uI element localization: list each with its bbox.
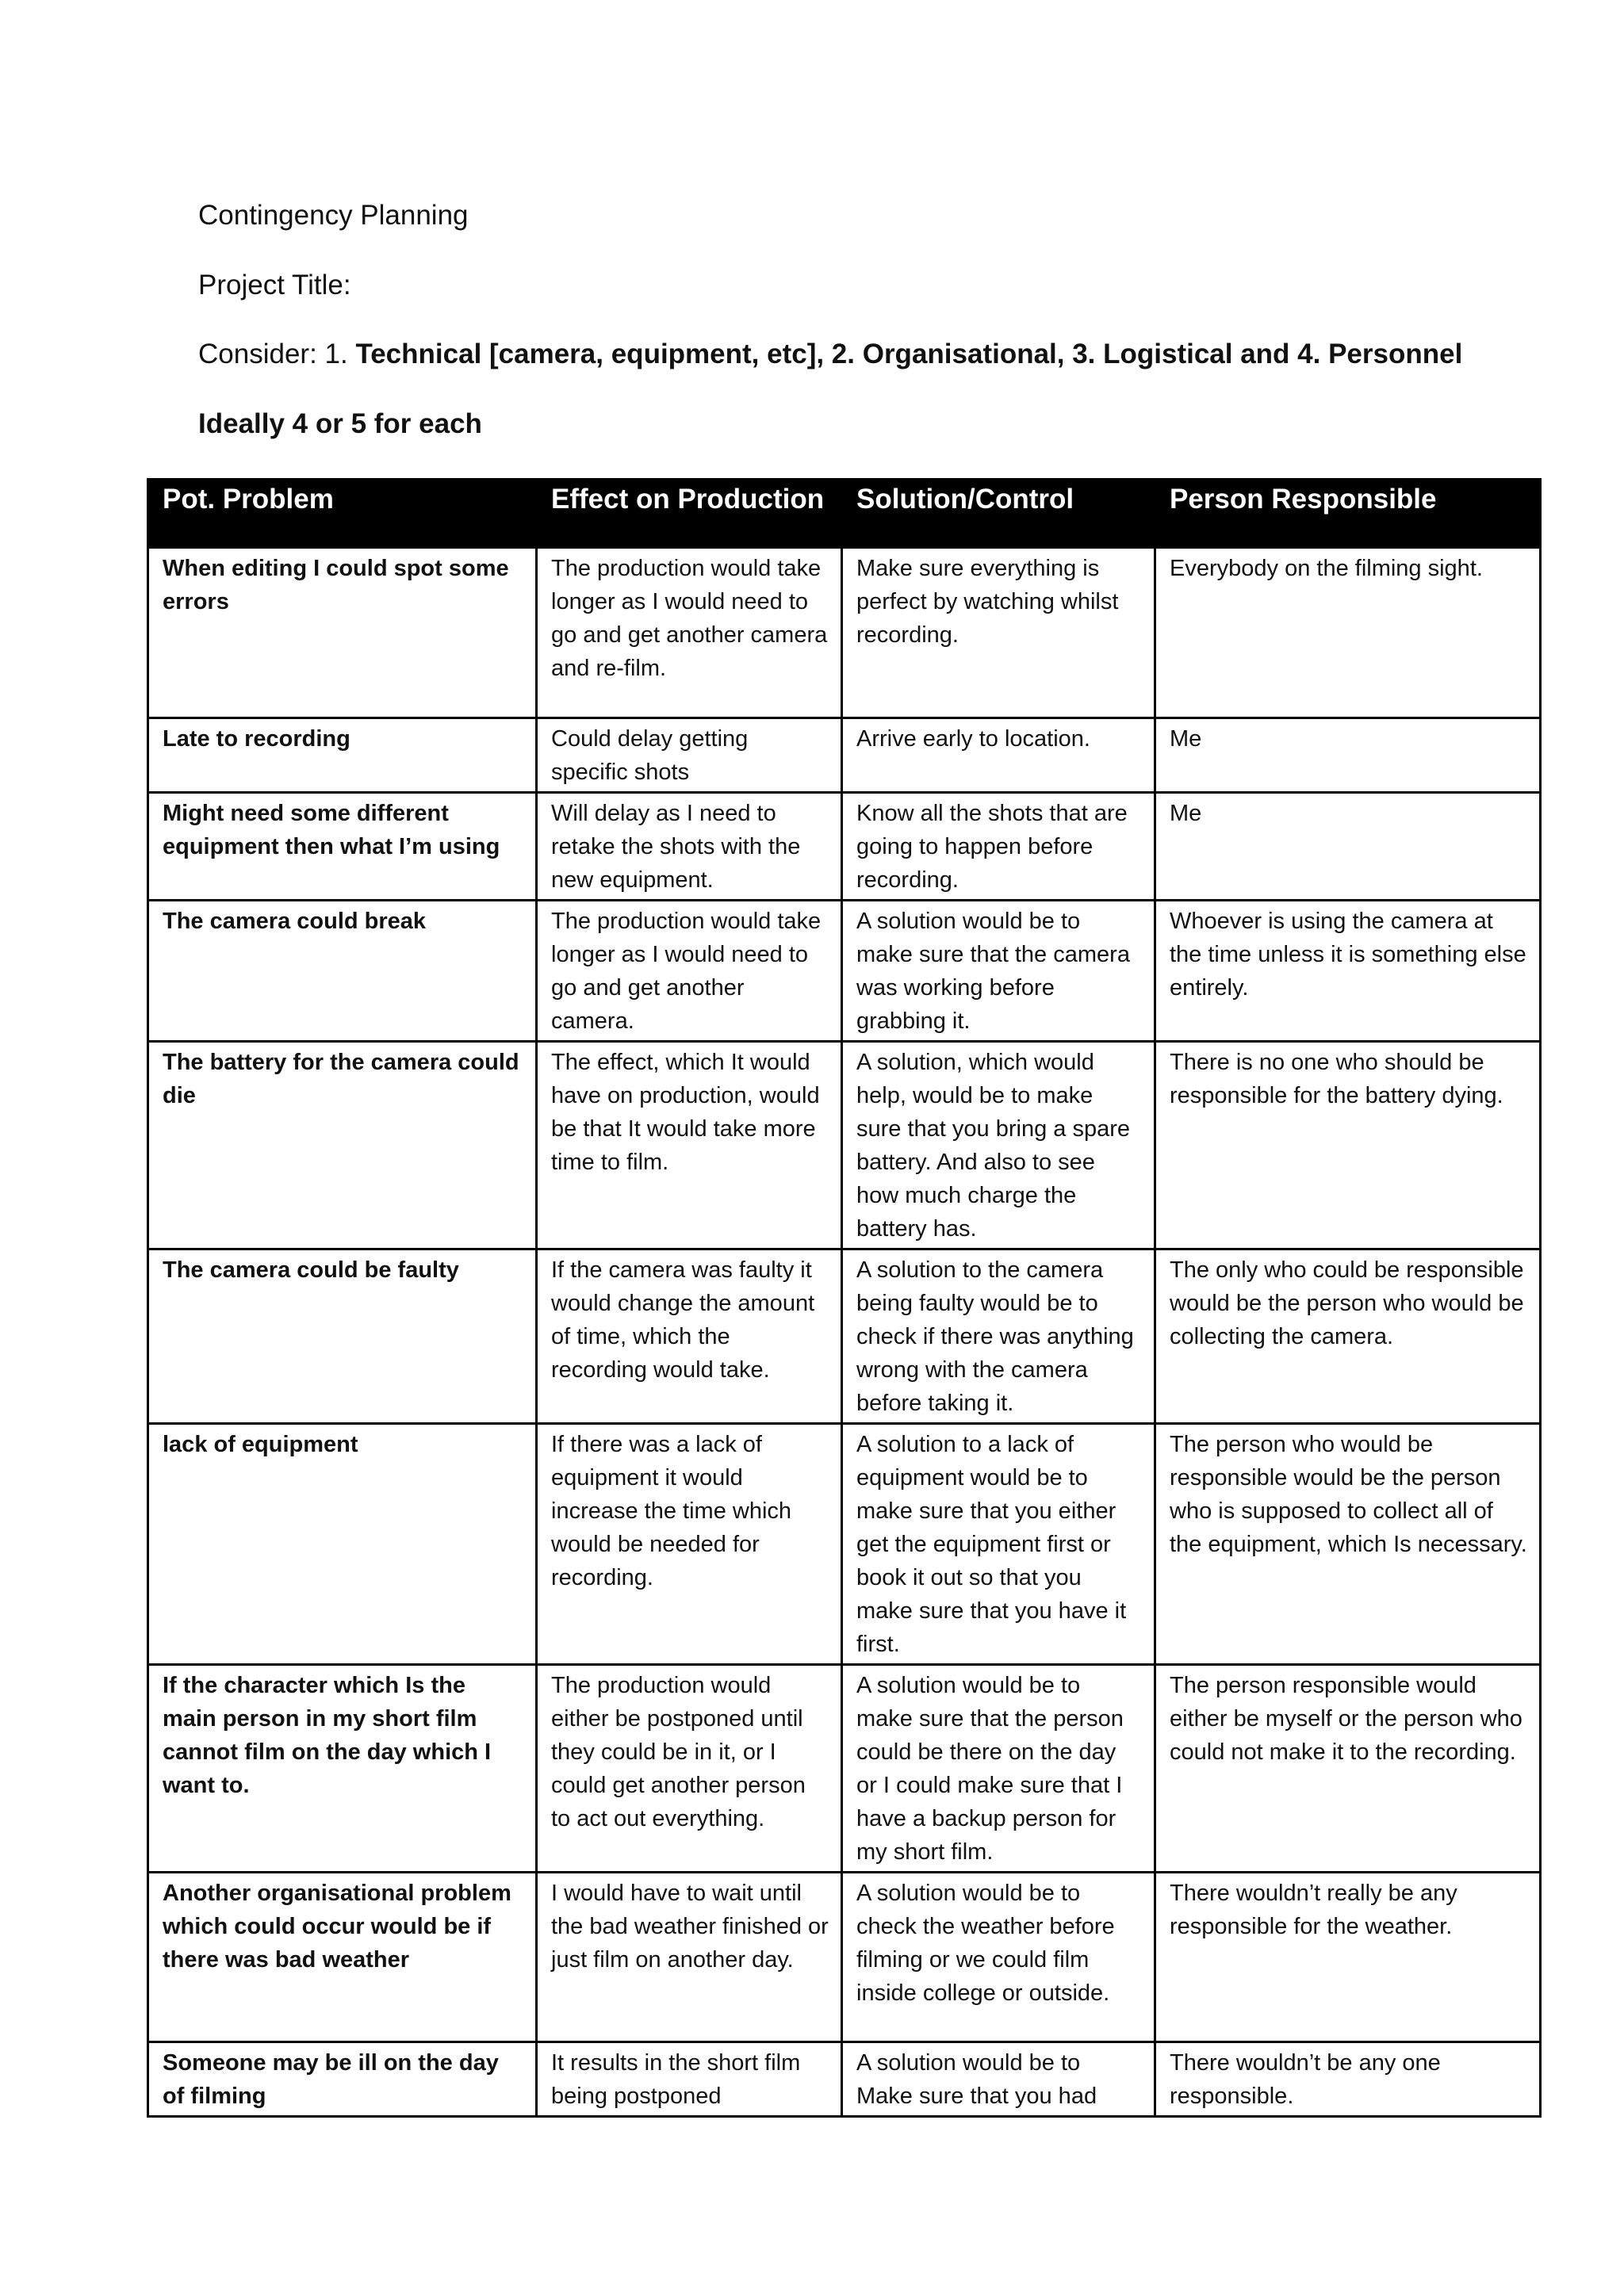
ideally-note: Ideally 4 or 5 for each — [198, 408, 482, 439]
project-title-label: Project Title: — [198, 270, 351, 300]
header-effect-on-production: Effect on Production — [537, 480, 842, 548]
table-row — [148, 548, 1541, 718]
effect-cell: The production would take longer as I would need to go and get another camera. — [537, 901, 842, 1042]
problem-cell: Late to recording — [148, 718, 537, 793]
effect-cell: The production would take longer as I would need to go and get another camera and re-film. — [537, 548, 842, 718]
problem-cell: When editing I could spot some errors — [148, 548, 537, 718]
problem-cell: lack of equipment — [148, 1424, 537, 1665]
problem-cell: Might need some different equipment then what I’m using — [148, 793, 537, 901]
problem-cell: The battery for the camera could die — [148, 1042, 537, 1249]
person-cell: There wouldn’t be any one responsible. — [1155, 2042, 1541, 2117]
solution-cell: A solution, which would help, would be to make sure that you bring a spare battery. And also to see how much charge the battery has. — [842, 1042, 1155, 1249]
effect-cell: If the camera was faulty it would change the amount of time, which the recording would take. — [537, 1249, 842, 1424]
problem-cell: The camera could break — [148, 901, 537, 1042]
person-cell: The person responsible would either be myself or the person who could not make it to the recording. — [1155, 1665, 1541, 1873]
person-cell: The only who could be responsible would be the person who would be collecting the camera. — [1155, 1249, 1541, 1424]
table-row — [148, 718, 1541, 793]
effect-cell: The production would either be postponed until they could be in it, or I could get another person to act out everything. — [537, 1665, 842, 1873]
table-row — [148, 2042, 1541, 2117]
table-row — [148, 1873, 1541, 2042]
effect-cell: I would have to wait until the bad weather finished or just film on another day. — [537, 1873, 842, 2042]
effect-cell: Could delay getting specific shots — [537, 718, 842, 793]
person-cell: Whoever is using the camera at the time unless it is something else entirely. — [1155, 901, 1541, 1042]
table-row — [148, 1042, 1541, 1249]
consider-categories: Technical [camera, equipment, etc], 2. Organisational, 3. Logistical and 4. Personnel — [355, 339, 1463, 369]
solution-cell: A solution would be to make sure that the camera was working before grabbing it. — [842, 901, 1155, 1042]
table-row — [148, 1424, 1541, 1665]
header-person-responsible: Person Responsible — [1155, 480, 1541, 548]
table-header-row — [148, 480, 1541, 548]
problem-cell: The camera could be faulty — [148, 1249, 537, 1424]
person-cell: Everybody on the filming sight. — [1155, 548, 1541, 718]
solution-cell: A solution to a lack of equipment would be to make sure that you either get the equipment first or book it out so that you make sure that you have it first. — [842, 1424, 1155, 1665]
table-row — [148, 1665, 1541, 1873]
problem-cell: Another organisational problem which could occur would be if there was bad weather — [148, 1873, 537, 2042]
consider-prefix: Consider: 1. — [198, 339, 356, 369]
header-solution-control: Solution/Control — [842, 480, 1155, 548]
table-row — [148, 793, 1541, 901]
effect-cell: Will delay as I need to retake the shots with the new equipment. — [537, 793, 842, 901]
effect-cell: It results in the short film being postponed — [537, 2042, 842, 2117]
solution-cell: A solution to the camera being faulty would be to check if there was anything wrong with the camera before taking it. — [842, 1249, 1155, 1424]
person-cell: Me — [1155, 718, 1541, 793]
solution-cell: A solution would be to Make sure that you had — [842, 2042, 1155, 2117]
person-cell: There is no one who should be responsible for the battery dying. — [1155, 1042, 1541, 1249]
consider-line — [198, 337, 1462, 372]
solution-cell: Arrive early to location. — [842, 718, 1155, 793]
solution-cell: Make sure everything is perfect by watching whilst recording. — [842, 548, 1155, 718]
solution-cell: A solution would be to check the weather before filming or we could film inside college or outside. — [842, 1873, 1155, 2042]
person-cell: The person who would be responsible would be the person who is supposed to collect all of the equipment, which Is necessary. — [1155, 1424, 1541, 1665]
header-pot-problem: Pot. Problem — [148, 480, 537, 548]
person-cell: Me — [1155, 793, 1541, 901]
effect-cell: The effect, which It would have on production, would be that It would take more time to film. — [537, 1042, 842, 1249]
person-cell: There wouldn’t really be any responsible for the weather. — [1155, 1873, 1541, 2042]
problem-cell: If the character which Is the main person in my short film cannot film on the day which I want to. — [148, 1665, 537, 1873]
table-row — [148, 1249, 1541, 1424]
contingency-table — [147, 478, 1542, 2118]
document-title: Contingency Planning — [198, 200, 469, 231]
solution-cell: Know all the shots that are going to happen before recording. — [842, 793, 1155, 901]
solution-cell: A solution would be to make sure that the person could be there on the day or I could make sure that I have a backup person for my short film. — [842, 1665, 1155, 1873]
effect-cell: If there was a lack of equipment it would increase the time which would be needed for recording. — [537, 1424, 842, 1665]
table-row — [148, 901, 1541, 1042]
problem-cell: Someone may be ill on the day of filming — [148, 2042, 537, 2117]
